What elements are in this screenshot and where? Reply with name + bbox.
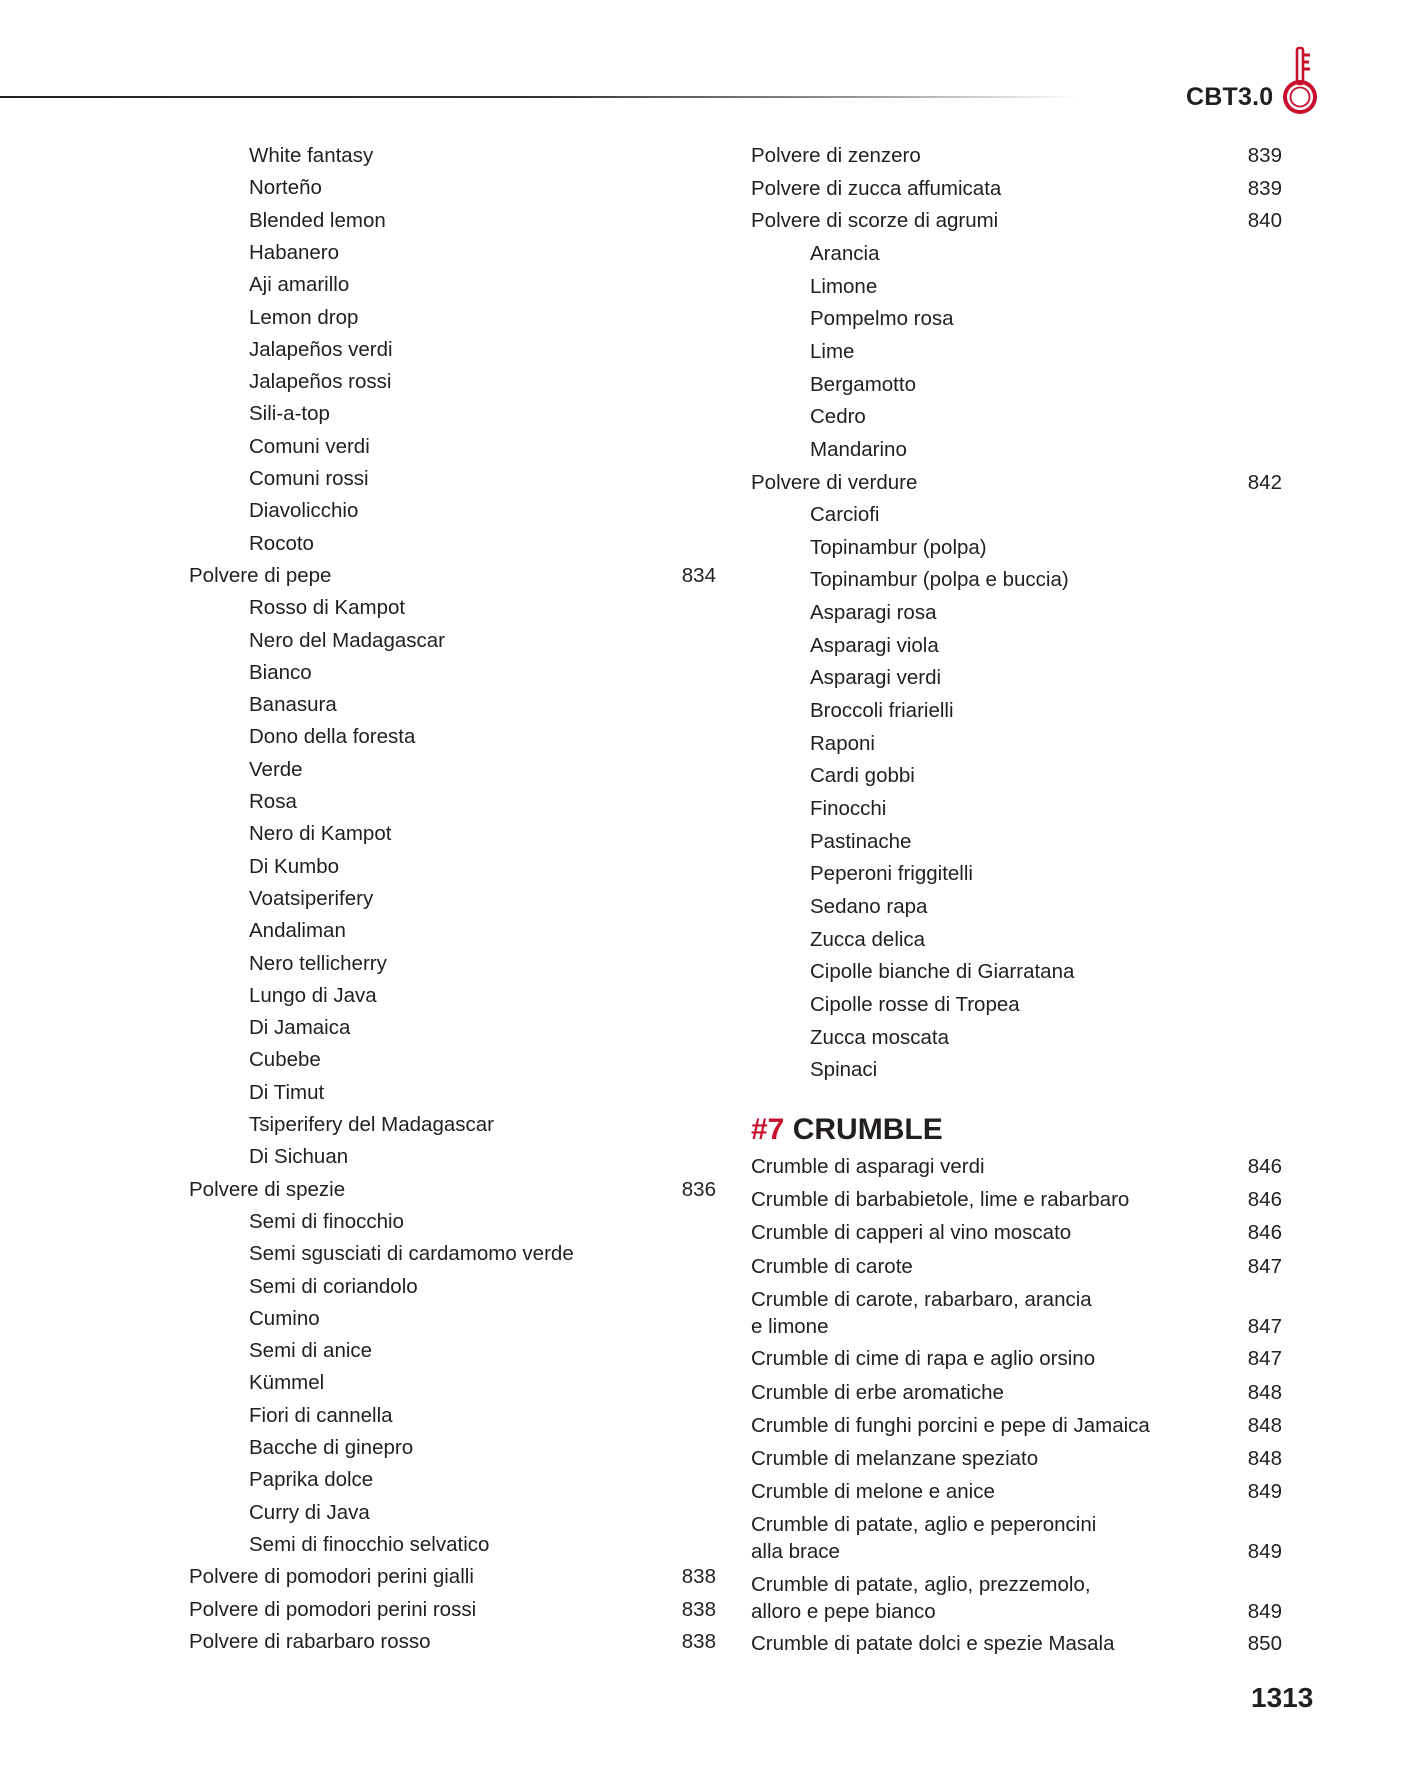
entry-page-number: 846 — [1247, 1155, 1282, 1178]
entry-page-number: 847 — [1247, 1314, 1282, 1338]
entry-page-number: 848 — [1247, 1413, 1282, 1437]
entry-label: Polvere di zenzero — [751, 144, 921, 167]
entry-label: Lime — [810, 339, 855, 363]
entry-label: Di Kumbo — [249, 854, 340, 878]
entry-page-number: 847 — [1247, 1347, 1282, 1371]
entry-label: Cumino — [249, 1306, 320, 1330]
entry-page-number: 836 — [681, 1177, 716, 1201]
entry-label-continued: e limone — [751, 1314, 829, 1338]
entry-label: Pastinache — [810, 829, 912, 853]
entry-label: Semi di finocchio selvatico — [249, 1532, 490, 1556]
entry-label: Crumble di barbabietole, lime e rabarbaro — [751, 1188, 1130, 1212]
entry-label: Crumble di melanzane speziato — [751, 1446, 1039, 1470]
entry-label: Di Timut — [249, 1080, 325, 1104]
entry-label: Jalapeños verdi — [249, 337, 393, 361]
entry-label: Cipolle bianche di Giarratana — [810, 960, 1075, 984]
entry-page-number: 834 — [681, 563, 716, 587]
entry-label: Polvere di pomodori perini rossi — [189, 1597, 477, 1621]
entry-label: Crumble di cime di rapa e aglio orsino — [751, 1347, 1096, 1371]
entry-label: White fantasy — [249, 144, 374, 167]
entry-label: Di Jamaica — [249, 1016, 351, 1040]
entry-label: Bacche di ginepro — [249, 1436, 414, 1459]
entry-label: Rocoto — [249, 531, 314, 555]
entry-label: Diavolicchio — [249, 499, 359, 523]
entry-label: Polvere di rabarbaro rosso — [189, 1629, 431, 1653]
entry-label: Fiori di cannella — [249, 1403, 393, 1427]
entry-label: Zucca moscata — [810, 1025, 949, 1049]
brand-title: CBT3.0 — [1186, 83, 1274, 111]
entry-label: Topinambur (polpa e buccia) — [810, 568, 1069, 592]
entry-label: Pompelmo rosa — [810, 307, 954, 331]
entry-label: Polvere di zucca affumicata — [751, 176, 1002, 200]
entry-label: Blended lemon — [249, 208, 386, 232]
entry-label: Paprika dolce — [249, 1468, 374, 1492]
entry-label: Topinambur (polpa) — [810, 535, 987, 559]
entry-label: Aji amarillo — [249, 273, 350, 297]
entry-page-number: 842 — [1247, 470, 1282, 494]
section-title: CRUMBLE — [792, 1113, 943, 1146]
entry-page-number: 840 — [1247, 209, 1282, 233]
entry-label: Rosa — [249, 790, 297, 813]
entry-label: Crumble di erbe aromatiche — [751, 1380, 1004, 1404]
entry-page-number: 838 — [681, 1597, 716, 1621]
entry-label: Crumble di patate, aglio, prezzemolo, — [751, 1572, 1091, 1596]
entry-label: Nero del Madagascar — [249, 628, 445, 652]
entry-label-continued: alla brace — [751, 1540, 840, 1564]
entry-label: Cedro — [810, 405, 866, 429]
entry-label: Semi di anice — [249, 1339, 373, 1363]
entry-label: Comuni verdi — [249, 434, 370, 458]
entry-label: Verde — [249, 757, 303, 781]
entry-label: Cipolle rosse di Tropea — [810, 992, 1020, 1016]
entry-label: Cardi gobbi — [810, 764, 915, 788]
entry-page-number: 839 — [1247, 144, 1282, 167]
entry-label: Voatsiperifery — [249, 886, 374, 910]
entry-label: Crumble di melone e anice — [751, 1480, 995, 1504]
entry-label: Raponi — [810, 731, 875, 755]
entry-page-number: 848 — [1247, 1380, 1282, 1404]
entry-label: Curry di Java — [249, 1500, 370, 1524]
entry-page-number: 838 — [681, 1629, 716, 1653]
entry-label: Crumble di patate, aglio e peperoncini — [751, 1513, 1097, 1537]
entry-page-number: 838 — [681, 1565, 716, 1589]
entry-label: Crumble di carote — [751, 1254, 913, 1278]
entry-label: Rosso di Kampot — [249, 596, 406, 620]
entry-label: Asparagi rosa — [810, 601, 937, 625]
entry-label: Polvere di spezie — [189, 1177, 346, 1201]
entry-label: Broccoli friarielli — [810, 699, 954, 723]
entry-label: Polvere di pomodori perini gialli — [189, 1565, 474, 1589]
entry-label-continued: alloro e pepe bianco — [751, 1599, 936, 1623]
entry-label: Polvere di verdure — [751, 470, 918, 494]
entry-label: Lemon drop — [249, 305, 359, 329]
entry-label: Andaliman — [249, 919, 346, 943]
entry-page-number: 846 — [1247, 1188, 1282, 1212]
entry-page-number: 849 — [1247, 1599, 1282, 1623]
entry-label: Polvere di pepe — [189, 563, 332, 587]
entry-label: Semi sgusciati di cardamomo verde — [249, 1242, 574, 1266]
entry-label: Nero tellicherry — [249, 951, 387, 975]
entry-label: Mandarino — [810, 437, 907, 461]
entry-page-number: 848 — [1247, 1446, 1282, 1470]
entry-label: Jalapeños rossi — [249, 370, 392, 394]
entry-page-number: 850 — [1247, 1632, 1282, 1656]
entry-label: Comuni rossi — [249, 467, 369, 490]
entry-label: Lungo di Java — [249, 983, 377, 1007]
entry-label: Bergamotto — [810, 372, 916, 396]
section-number: #7 — [751, 1113, 785, 1146]
entry-label: Crumble di asparagi verdi — [751, 1155, 985, 1178]
entry-label: Kümmel — [249, 1371, 325, 1395]
header-rule — [0, 96, 1080, 98]
section-heading — [751, 1113, 943, 1147]
entry-label: Crumble di patate dolci e spezie Masala — [751, 1632, 1115, 1656]
entry-label: Semi di finocchio — [249, 1209, 404, 1233]
entry-label: Asparagi verdi — [810, 666, 942, 690]
entry-label: Asparagi viola — [810, 633, 939, 657]
entry-page-number: 847 — [1247, 1254, 1282, 1278]
entry-label: Semi di coriandolo — [249, 1274, 418, 1298]
entry-label: Polvere di scorze di agrumi — [751, 209, 999, 233]
entry-label: Spinaci — [810, 1058, 878, 1082]
entry-label: Sili-a-top — [249, 402, 330, 426]
entry-label: Tsiperifery del Madagascar — [249, 1113, 494, 1136]
entry-label: Carciofi — [810, 503, 880, 527]
entry-label: Peperoni friggitelli — [810, 862, 973, 886]
entry-label: Di Sichuan — [249, 1145, 349, 1169]
entry-label: Limone — [810, 274, 878, 298]
entry-label: Nero di Kampot — [249, 822, 392, 846]
key-icon — [1282, 46, 1322, 116]
entry-page-number: 839 — [1247, 176, 1282, 200]
entry-label: Bianco — [249, 660, 312, 684]
entry-label: Banasura — [249, 693, 337, 717]
entry-page-number: 849 — [1247, 1480, 1282, 1504]
entry-label: Arancia — [810, 241, 880, 265]
entry-label: Crumble di capperi al vino moscato — [751, 1221, 1072, 1245]
entry-label: Dono della foresta — [249, 725, 416, 749]
page-number: 1313 — [1251, 1682, 1314, 1713]
entry-page-number: 846 — [1247, 1221, 1282, 1245]
entry-label: Cubebe — [249, 1048, 321, 1072]
entry-label: Zucca delica — [810, 927, 926, 951]
entry-page-number: 849 — [1247, 1540, 1282, 1564]
entry-label: Finocchi — [810, 797, 887, 820]
entry-label: Crumble di carote, rabarbaro, arancia — [751, 1287, 1092, 1311]
entry-label: Habanero — [249, 240, 340, 264]
entry-label: Crumble di funghi porcini e pepe di Jamaica — [751, 1413, 1150, 1437]
entry-label: Sedano rapa — [810, 894, 928, 918]
entry-label: Norteño — [249, 176, 322, 200]
